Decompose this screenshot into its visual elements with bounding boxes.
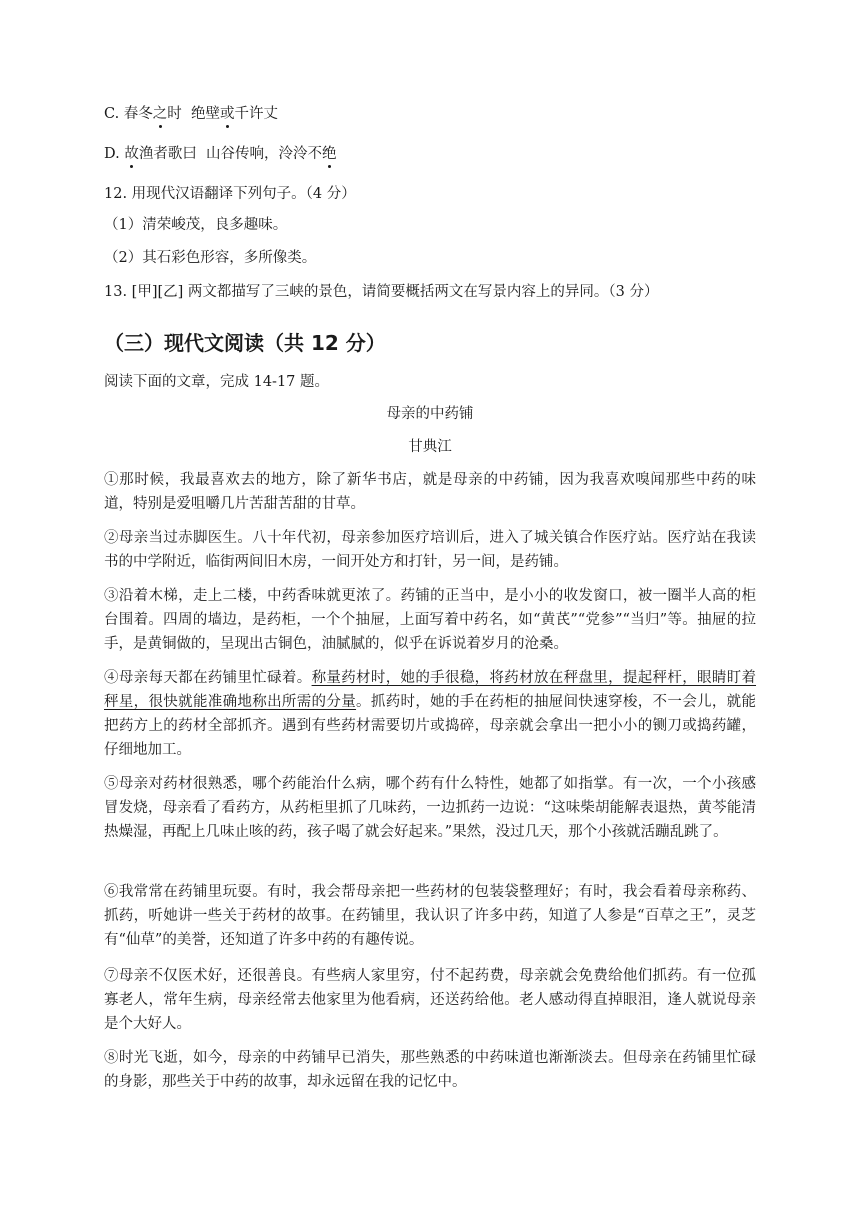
paragraph-5: ⑤母亲对药材很熟悉，哪个药能治什么病，哪个药有什么特性，她都了如指掌。有一次，一个小孩感冒发烧，母亲看了看药方，从药柜里抓了几味药，一边抓药一边说：“这味柴胡能解表退热，黄芩能清热燥湿，再配上几味止咳的药，孩子喝了就会好起来。”果然，没过几天，那个小孩就活蹦乱跳了。 xyxy=(104,776,756,840)
paragraph-4-underlined-sentence: 称量药材时，她的手很稳，将药材放在秤盘里，提起秤杆，眼睛盯着秤星，很快就能准确地称出所需的分量 xyxy=(104,670,757,710)
option-d-dotted-char-2: 绝 xyxy=(322,146,337,162)
option-c-text-3: 千许丈 xyxy=(234,106,279,122)
paragraph-8: ⑧时光飞逝，如今，母亲的中药铺早已消失，那些熟悉的中药味道也渐渐淡去。但母亲在药铺里忙碌的身影，那些关于中药的故事，却永远留在我的记忆中。 xyxy=(104,1050,756,1090)
option-c xyxy=(104,104,278,124)
question-12-sentence-2: （2）其石彩色形容，多所像类。 xyxy=(104,250,317,266)
paragraph-3: ③沿着木梯，走上二楼，中药香味就更浓了。药铺的正当中，是小小的收发窗口，被一圈半人高的柜台围着。四周的墙边，是药柜，一个个抽屉，上面写着中药名，如“黄芪”“党参”“当归”等。抽屉的拉手，是黄铜做的，呈现出古铜色，油腻腻的，似乎在诉说着岁月的沧桑。 xyxy=(104,588,756,652)
option-c-dotted-char-1: 之 xyxy=(152,106,168,122)
question-12-title: 12. 用现代汉语翻译下列句子。（4 分） xyxy=(104,186,356,202)
option-c-text-1: C. 春冬 xyxy=(104,106,153,122)
question-13: 13. [甲][乙] 两文都描写了三峡的景色，请简要概括两文在写景内容上的异同。（3 分） xyxy=(104,284,659,300)
paragraph-4-intro: ④母亲每天都在药铺里忙碌着。 xyxy=(104,670,312,686)
article-title: 母亲的中药铺 xyxy=(386,406,474,422)
option-d-text-2: 渔者歌曰 山谷传响，泠泠不 xyxy=(138,146,323,162)
option-d-dotted-char-1: 故 xyxy=(124,146,139,162)
question-12-sentence-1: （1）清荣峻茂，良多趣味。 xyxy=(104,217,288,233)
option-d xyxy=(104,144,337,164)
option-c-text-2: 时 绝壁 xyxy=(167,106,221,122)
paragraph-4 xyxy=(104,666,756,762)
paragraph-2: ②母亲当过赤脚医生。八十年代初，母亲参加医疗培训后，进入了城关镇合作医疗站。医疗站在我读书的中学附近，临街两间旧木房，一间开处方和打针，另一间，是药铺。 xyxy=(104,530,756,570)
paragraph-1: ①那时候，我最喜欢去的地方，除了新华书店，就是母亲的中药铺，因为我喜欢嗅闻那些中药的味道，特别是爱咀嚼几片苦甜苦甜的甘草。 xyxy=(104,472,756,512)
section-instruction: 阅读下面的文章，完成 14-17 题。 xyxy=(104,374,330,390)
paragraph-6: ⑥我常常在药铺里玩耍。有时，我会帮母亲把一些药材的包装袋整理好；有时，我会看着母亲称药、抓药，听她讲一些关于药材的故事。在药铺里，我认识了许多中药，知道了人参是“百草之王”，灵芝有“仙草”的美誉，还知道了许多中药的有趣传说。 xyxy=(104,884,756,948)
section-heading: （三）现代文阅读（共 12 分） xyxy=(104,331,386,355)
option-c-dotted-char-2: 或 xyxy=(220,106,235,122)
option-d-text-1: D. xyxy=(104,146,125,162)
article-author: 甘典江 xyxy=(408,439,452,455)
paragraph-4-rest: 。抓药时，她的手在药柜的抽屉间快速穿梭，不一会儿，就能把药方上的药材全部抓齐。遇到有些药材需要切片或捣碎，母亲就会拿出一把小小的铡刀或捣药罐，仔细地加工。 xyxy=(104,694,757,758)
paragraph-7: ⑦母亲不仅医术好，还很善良。有些病人家里穷，付不起药费，母亲就会免费给他们抓药。有一位孤寡老人，常年生病，母亲经常去他家里为他看病，还送药给他。老人感动得直掉眼泪，逢人就说母亲是个大好人。 xyxy=(104,968,756,1032)
